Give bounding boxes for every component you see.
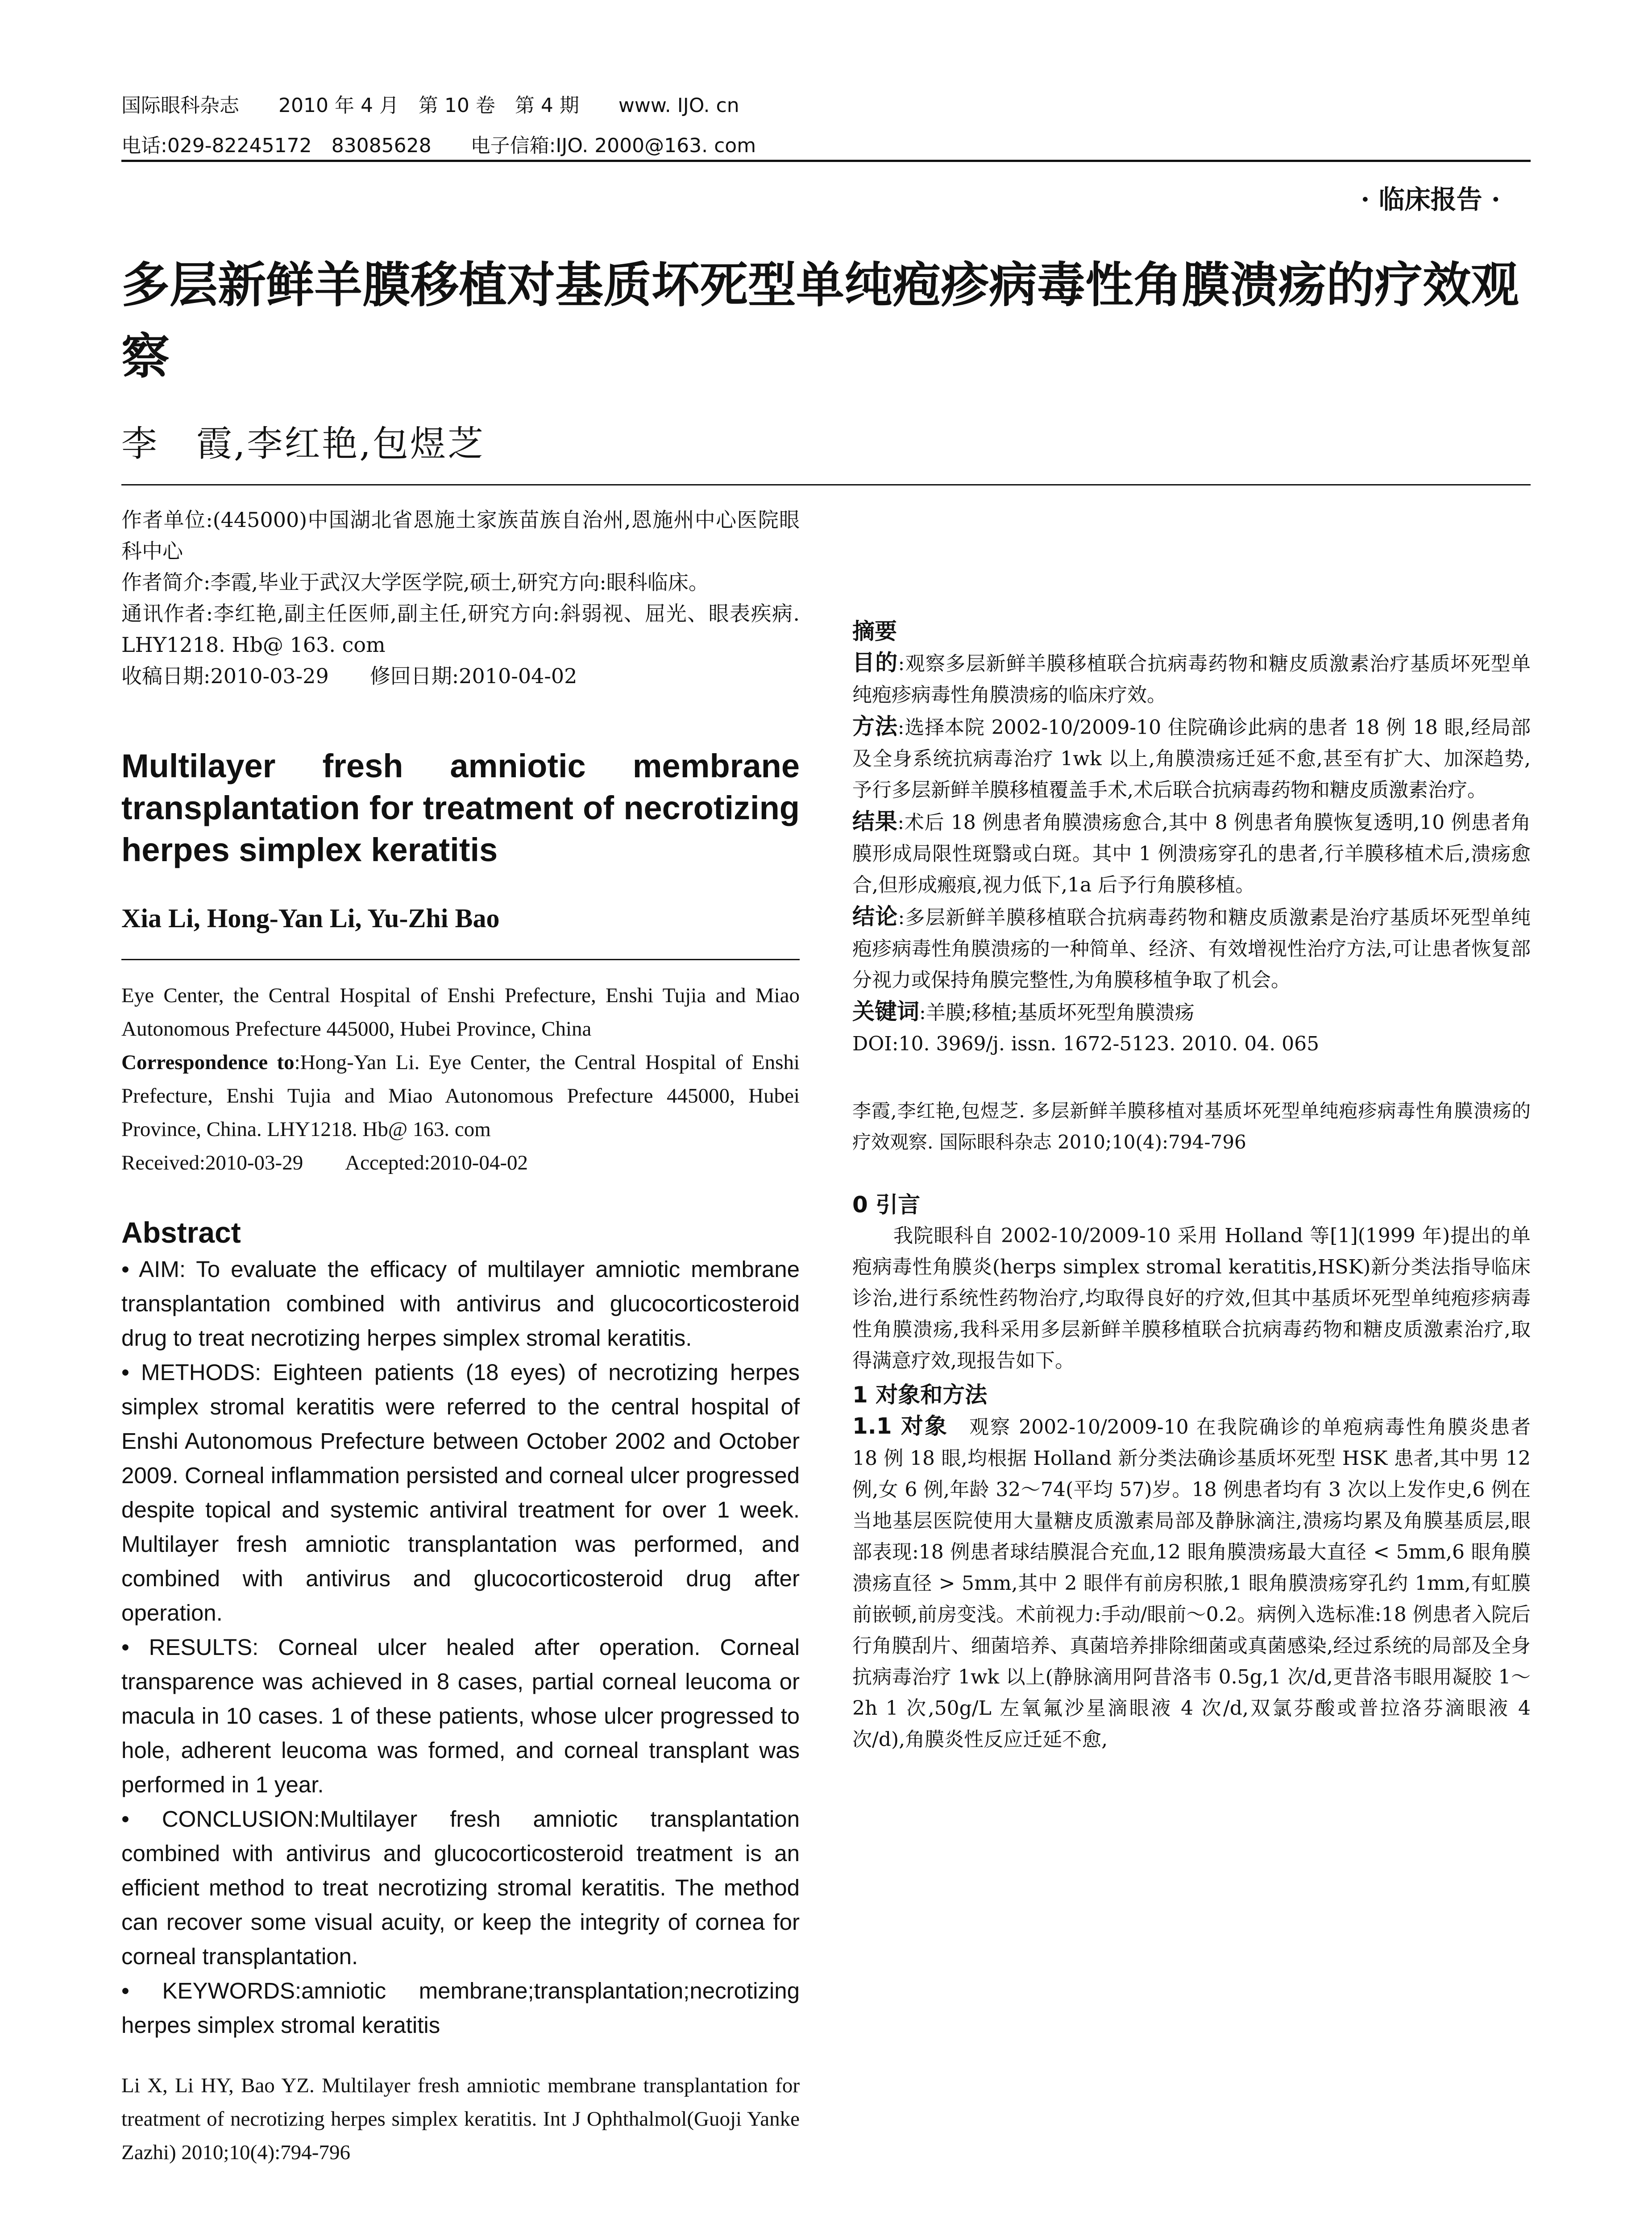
title-rule bbox=[121, 484, 1531, 485]
cn-purpose bbox=[852, 647, 1531, 711]
aim-label: • AIM bbox=[121, 1256, 179, 1282]
methods-sub-label: 1.1 对象 bbox=[852, 1413, 949, 1439]
keywords-label: • KEYWORDS bbox=[121, 1978, 295, 2003]
english-authors: Xia Li, Hong-Yan Li, Yu-Zhi Bao bbox=[121, 904, 500, 933]
methods-body: 观察 2002-10/2009-10 在我院确诊的单疱病毒性角膜炎患者 18 例 18 眼,均根据 Holland 新分类法确诊基质坏死型 HSK 患者,其中男 12 例,女 6 例,年龄 32～74(平均 57)岁。18 例患者均有 3 次以上发作史,6 例在当地基层医院使用大量糖皮质激素局部及静脉滴注,溃疡均累及角膜基质层,眼部表现:18 例患者球结膜混合充血,12 眼角膜溃疡最大直径 < 5mm,6 眼角膜溃疡直径 > 5mm,其中 2 眼伴有前房积脓,1 眼角膜溃疡穿孔约 1mm,有虹膜前嵌顿,前房变浅。术前视力:手动/眼前～0.2。病例入选标准:18 例患者入院后行角膜刮片、细菌培养、真菌培养排除细菌或真菌感染,经过系统的局部及全身抗病毒治疗 1wk 以上(静脉滴用阿昔洛韦 0.5g,1 次/d,更昔洛韦眼用凝胶 1～2h 1 次,50g/L 左氧氟沙星滴眼液 4 次/d,双氯芬酸或普拉洛芬滴眼液 4 次/d),角膜炎性反应迁延不愈, bbox=[852, 1416, 1531, 1751]
abstract-results bbox=[121, 1630, 800, 1802]
corresponding-author: 通讯作者:李红艳,副主任医师,副主任,研究方向:斜弱视、屈光、眼表疾病. LHY1218. Hb@ 163. com bbox=[121, 601, 800, 657]
intro-text: 我院眼科自 2002-10/2009-10 采用 Holland 等[1](1999 年)提出的单疱病毒性角膜炎(herps simplex stromal keratitis,HSK)新分类法指导临床诊治,进行系统性药物治疗,均取得良好的疗效,但其中基质坏死型单纯疱疹病毒性角膜溃疡,我科采用多层新鲜羊膜移植联合抗病毒药物和糖皮质激素治疗,取得满意疗效,现报告如下。 bbox=[852, 1224, 1531, 1372]
author-affiliation: 作者单位:(445000)中国湖北省恩施土家族苗族自治州,恩施州中心医院眼科中心 bbox=[121, 508, 800, 563]
methods-text: : Eighteen patients (18 eyes) of necrotizing herpes simplex stromal keratitis were referred to the central hospital of Enshi Autonomous Prefecture between October 2002 and October 2009. Corneal inflammation persisted and corneal ulcer progressed despite topical and systemic antiviral treatment for over 1 week. Multilayer fresh amniotic transplantation was performed, and combined with antivirus and glucocorticosteroid drug after operation. bbox=[121, 1360, 800, 1626]
cn-method-text: :选择本院 2002-10/2009-10 住院确诊此病的患者 18 例 18 眼,经局部及全身系统抗病毒治疗 1wk 以上,角膜溃疡迁延不愈,甚至有扩大、加深趋势,予行多层新鲜羊膜移植覆盖手术,术后联合抗病毒药物和糖皮质激素治疗。 bbox=[852, 716, 1531, 801]
correspondence-text: :Hong-Yan Li. Eye Center, the Central Hospital of Enshi Prefecture, Enshi Tujia and Miao Autonomous Prefecture 445000, Hubei Province, China. LHY1218. Hb@ 163. com bbox=[121, 1051, 800, 1141]
cn-keywords-label: 关键词 bbox=[852, 999, 919, 1024]
cn-conclusion bbox=[852, 901, 1531, 996]
results-text: : Corneal ulcer healed after operation. Corneal transparence was achieved in 8 cases, partial corneal leucoma or macula in 10 cases. 1 of these patients, whose ulcer progressed to hole, adherent leucoma was formed, and corneal transplant was performed in 1 year. bbox=[121, 1634, 800, 1797]
cn-result-text: :术后 18 例患者角膜溃疡愈合,其中 8 例患者角膜恢复透明,10 例患者角膜形成局限性斑翳或白斑。其中 1 例溃疡穿孔的患者,行羊膜移植术后,溃疡愈合,但形成瘢痕,视力低下,1a 后予行角膜移植。 bbox=[852, 811, 1531, 896]
cn-method bbox=[852, 711, 1531, 806]
section-label: · 临床报告 · bbox=[1361, 184, 1500, 215]
received-accepted: Received:2010-03-29 Accepted:2010-04-02 bbox=[121, 1151, 528, 1174]
conclusion-text: :Multilayer fresh amniotic transplantation combined with antivirus and glucocorticosteroid treatment is an efficient method to treat necrotizing stromal keratitis. The method can recover some visual acuity, or keep the integrity of cornea for corneal transplantation. bbox=[121, 1806, 800, 1969]
english-abstract bbox=[121, 1252, 800, 2042]
journal-contact-line: 电话:029-82245172 83085628 电子信箱:IJO. 2000@163. com bbox=[121, 134, 756, 157]
abstract-conclusion bbox=[121, 1802, 800, 1974]
cn-keywords-text: :羊膜;移植;基质坏死型角膜溃疡 bbox=[919, 1001, 1195, 1024]
authors-rule bbox=[121, 959, 800, 960]
abstract-heading: Abstract bbox=[121, 1216, 241, 1249]
english-affiliation bbox=[121, 979, 800, 1180]
doi: DOI:10. 3969/j. issn. 1672-5123. 2010. 04. 065 bbox=[852, 1033, 1320, 1055]
abstract-methods bbox=[121, 1355, 800, 1630]
methods-text bbox=[852, 1410, 1531, 1755]
keywords-text: :amniotic membrane;transplantation;necrotizing herpes simplex stromal keratitis bbox=[121, 1978, 800, 2038]
abstract-keywords bbox=[121, 1974, 800, 2042]
english-citation: Li X, Li HY, Bao YZ. Multilayer fresh amniotic membrane transplantation for treatment of necrotizing herpes simplex keratitis. Int J Ophthalmol(Guoji Yanke Zazhi) 2010;10(4):794-796 bbox=[121, 2074, 800, 2164]
intro-heading: 0 引言 bbox=[852, 1192, 921, 1218]
cn-conclusion-text: :多层新鲜羊膜移植联合抗病毒药物和糖皮质激素是治疗基质坏死型单纯疱疹病毒性角膜溃疡的一种简单、经济、有效增视性治疗方法,可让患者恢复部分视力或保持角膜完整性,为角膜移植争取了机会。 bbox=[852, 906, 1531, 991]
author-info-block bbox=[121, 504, 800, 692]
results-label: • RESULTS bbox=[121, 1634, 253, 1660]
received-dates: 收稿日期:2010-03-29 修回日期:2010-04-02 bbox=[121, 664, 577, 688]
correspondence-label: Correspondence to bbox=[121, 1051, 295, 1074]
cn-purpose-label: 目的 bbox=[852, 650, 898, 676]
methods-heading: 1 对象和方法 bbox=[852, 1382, 988, 1408]
header-rule bbox=[121, 160, 1531, 162]
affiliation-text: Eye Center, the Central Hospital of Enshi Prefecture, Enshi Tujia and Miao Autonomous Prefecture 445000, Hubei Province, China bbox=[121, 984, 800, 1041]
right-column bbox=[852, 504, 1531, 1755]
aim-text: : To evaluate the efficacy of multilayer amniotic membrane transplantation combined with antivirus and glucocorticosteroid drug to treat necrotizing herpes simplex stromal keratitis. bbox=[121, 1256, 800, 1351]
article-title: 多层新鲜羊膜移植对基质坏死型单纯疱疹病毒性角膜溃疡的疗效观察 bbox=[121, 257, 1519, 385]
abstract-aim bbox=[121, 1252, 800, 1355]
authors-chinese: 李 霞,李红艳,包煜芝 bbox=[121, 423, 485, 464]
cn-purpose-text: :观察多层新鲜羊膜移植联合抗病毒药物和糖皮质激素治疗基质坏死型单纯疱疹病毒性角膜溃疡的临床疗效。 bbox=[852, 652, 1531, 706]
chinese-citation: 李霞,李红艳,包煜芝. 多层新鲜羊膜移植对基质坏死型单纯疱疹病毒性角膜溃疡的疗效观察. 国际眼科杂志 2010;10(4):794-796 bbox=[852, 1100, 1531, 1153]
methods-label: • METHODS bbox=[121, 1360, 255, 1385]
author-bio: 作者简介:李霞,毕业于武汉大学医学院,硕士,研究方向:眼科临床。 bbox=[121, 570, 709, 594]
left-column bbox=[121, 504, 800, 2169]
cn-method-label: 方法 bbox=[852, 713, 898, 739]
english-title: Multilayer fresh amniotic membrane transplantation for treatment of necrotizing herpes simplex keratitis bbox=[121, 747, 800, 868]
journal-header-line: 国际眼科杂志 2010 年 4 月 第 10 卷 第 4 期 www. IJO. cn bbox=[121, 94, 739, 117]
cn-result bbox=[852, 806, 1531, 901]
correspondence bbox=[121, 1046, 800, 1146]
conclusion-label: • CONCLUSION bbox=[121, 1806, 314, 1832]
cn-result-label: 结果 bbox=[852, 809, 898, 834]
cn-keywords bbox=[852, 996, 1531, 1028]
chinese-abstract-heading: 摘要 bbox=[852, 618, 897, 644]
cn-conclusion-label: 结论 bbox=[852, 904, 898, 929]
chinese-abstract-block bbox=[852, 616, 1531, 1060]
